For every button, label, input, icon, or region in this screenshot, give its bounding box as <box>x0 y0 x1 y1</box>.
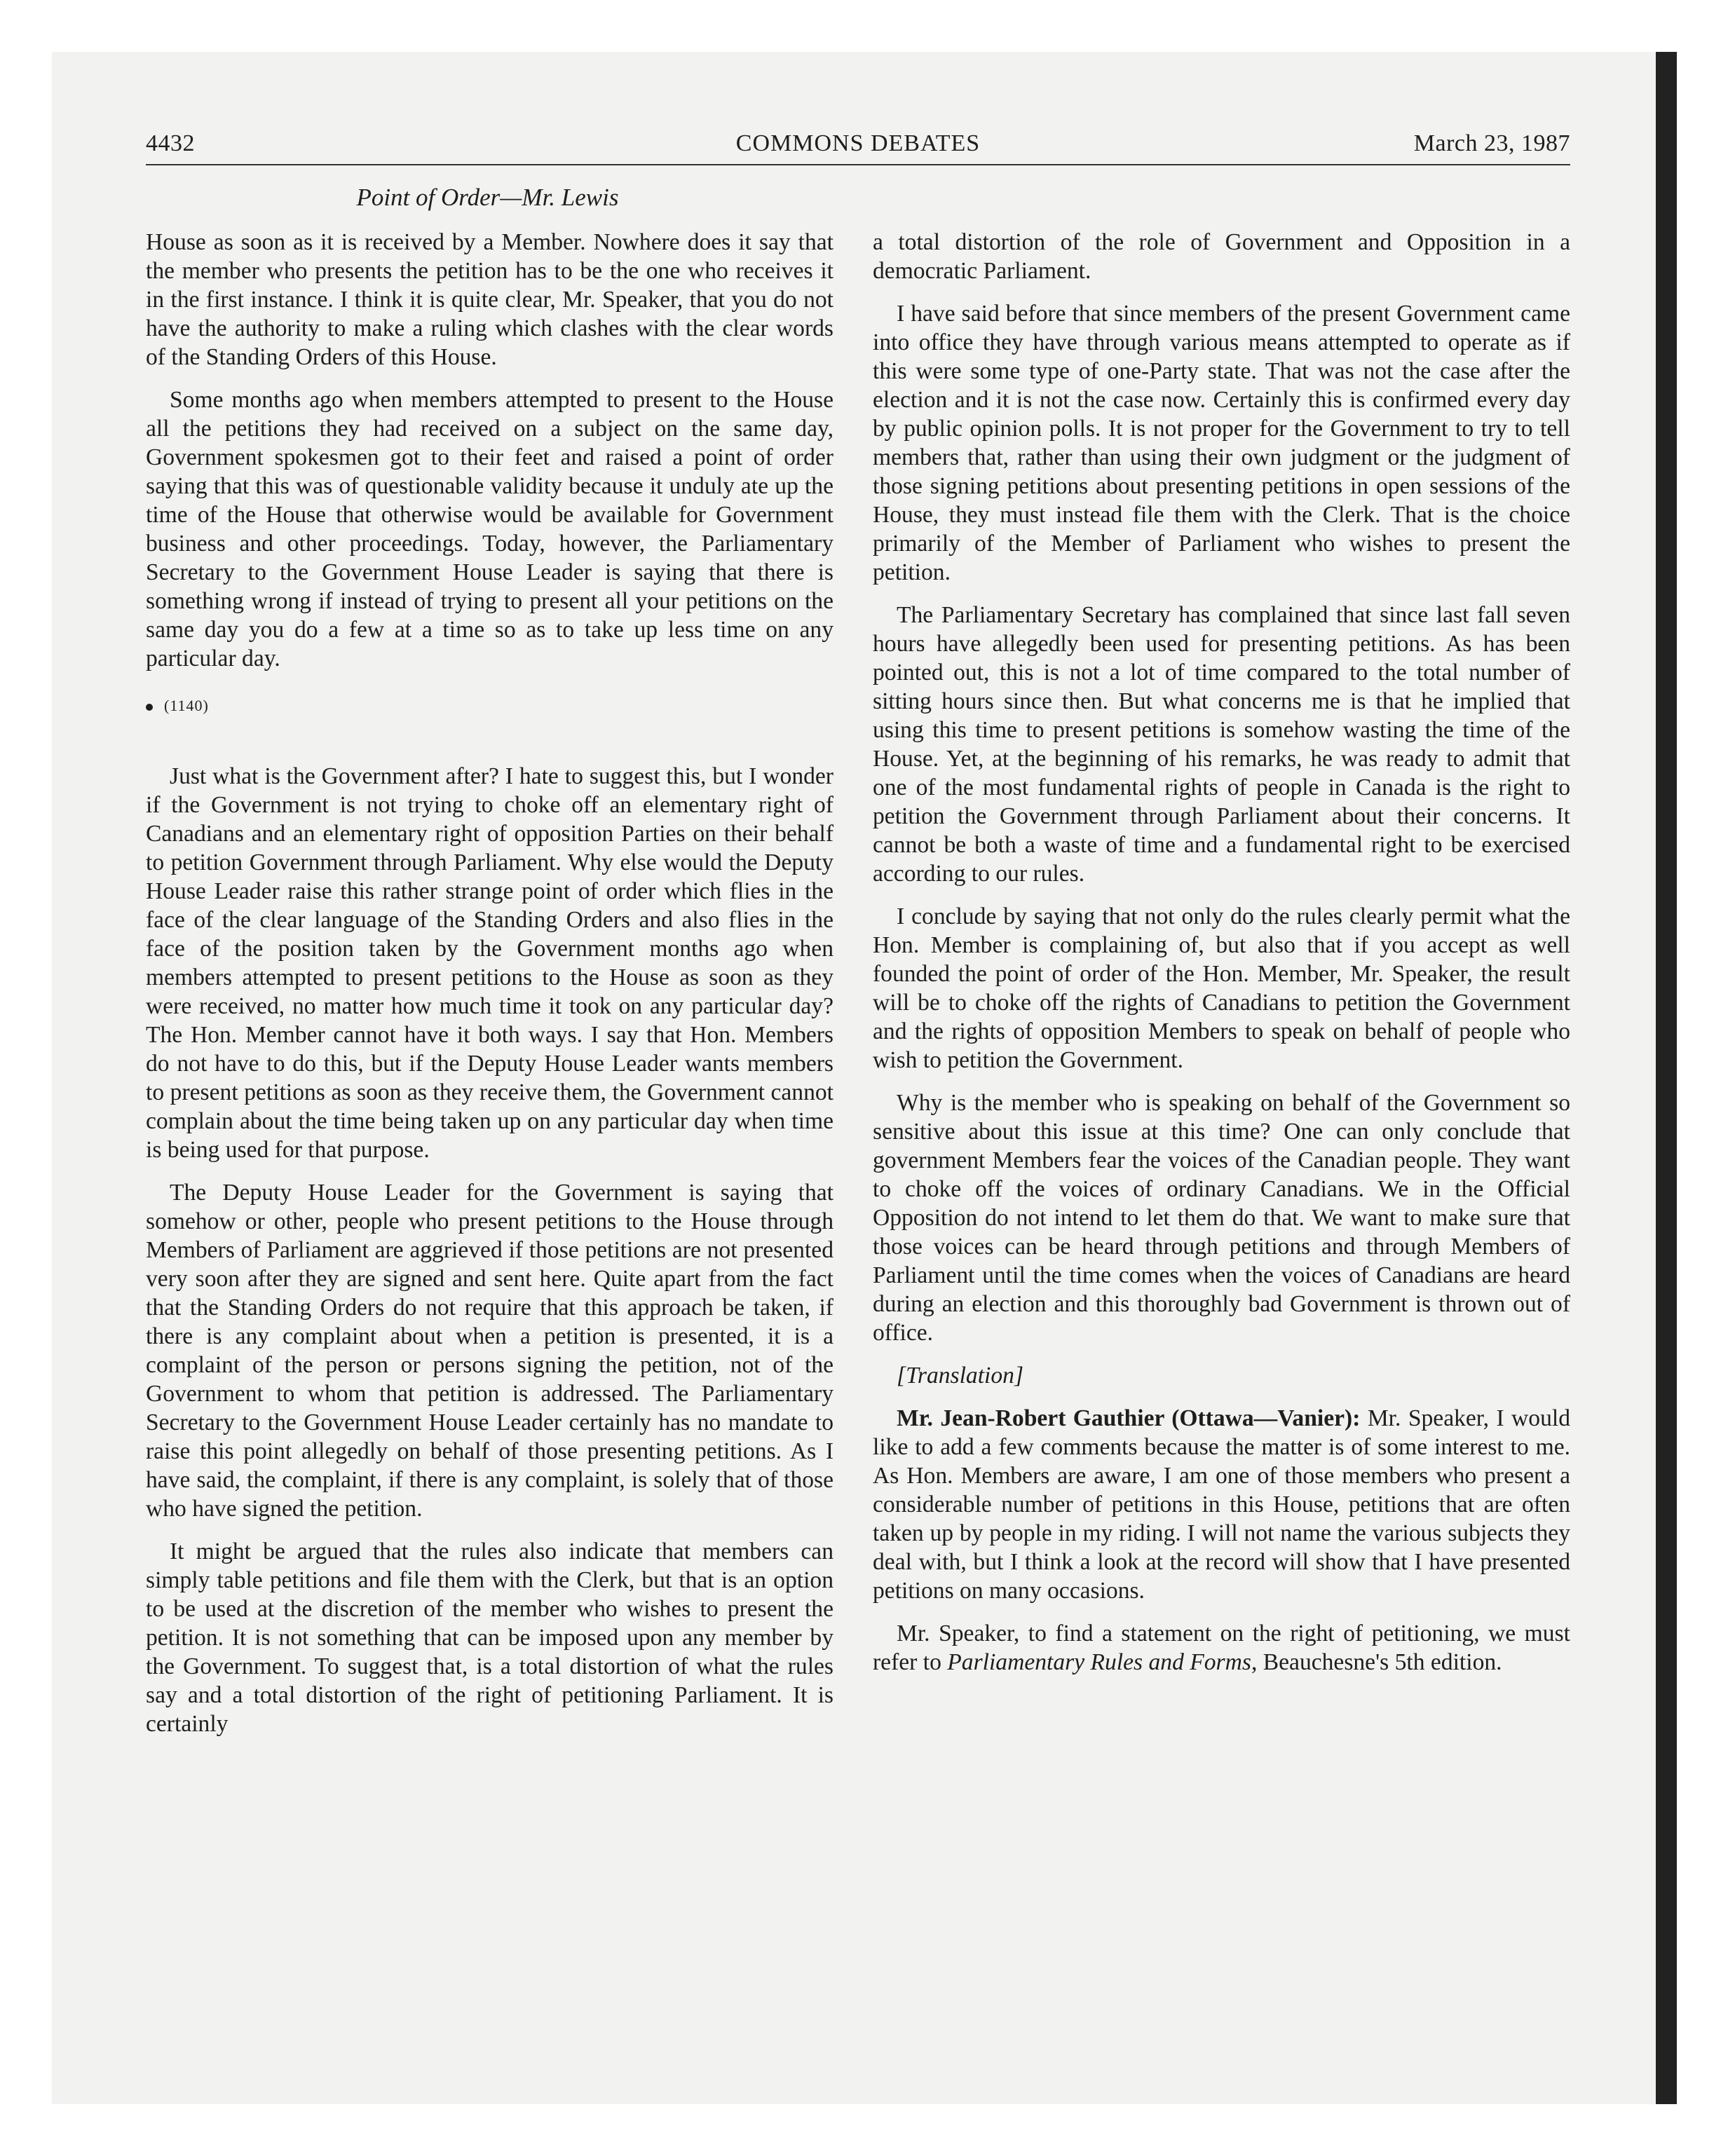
paragraph: Just what is the Government after? I hate to suggest this, but I wonder if the Government is not trying to choke off an elementary right of Canadians and an elementary right of opposition Parties on their behalf to petition Government through Parliament. Why else would the Deputy House Leader raise this rather strange point of order which flies in the face of the clear language of the Standing Orders and also flies in the face of the position taken by the Government months ago when members attempted to present petitions to the House as soon as they were received, no matter how much time it took on any particular day? The Hon. Member cannot have it both ways. I say that Hon. Members do not have to do this, but if the Deputy House Leader wants members to present petitions as soon as they receive them, the Government cannot complain about the time being taken up on any particular day when time is being used for that purpose. <box>146 763 834 1163</box>
page-number: 4432 <box>146 130 195 156</box>
paragraph: It might be argued that the rules also indicate that members can simply table petitions and file them with the Clerk, but that is an option to be used at the discretion of the member who wishes to present the petition. It is not something that can be imposed upon any member by the Government. To suggest that, is a total distortion of what the rules say and a total distortion of the right of petitioning Parliament. It is certainly <box>146 1538 834 1737</box>
paragraph: I conclude by saying that not only do the rules clearly permit what the Hon. Member is complaining of, but also that if you accept as well founded the point of order of the Hon. Member, Mr. Speaker, the result will be to choke off the rights of Canadians to petition the Government and the rights of opposition Members to speak on behalf of people who wish to petition the Government. <box>873 903 1570 1073</box>
paragraph: The Parliamentary Secretary has complained that since last fall seven hours have allegedly been used for presenting petitions. As has been pointed out, this is not a lot of time compared to the total number of sitting hours since then. But what concerns me is that he implied that using this time to present petitions is somehow wasting the time of the House. Yet, at the beginning of his remarks, he was ready to admit that one of the most fundamental rights of people in Canada is the right to petition the Government through Parliament about their concerns. It cannot be both a waste of time and a fundamental right to be exercised according to our rules. <box>873 602 1570 887</box>
publication-title: COMMONS DEBATES <box>735 130 981 156</box>
time-marker-label: (1140) <box>164 697 209 714</box>
left-column <box>146 228 834 1752</box>
speaker-paragraph <box>873 1404 1570 1605</box>
time-marker <box>146 691 834 720</box>
right-column <box>873 228 1570 1691</box>
paragraph: House as soon as it is received by a Member. Nowhere does it say that the member who presents the petition has to be the one who receives it in the first instance. I think it is quite clear, Mr. Speaker, that you do not have the authority to make a ruling which clashes with the clear words of the Standing Orders of this House. <box>146 229 834 370</box>
scan-edge-bar <box>1656 52 1677 2104</box>
speaker-text: Mr. Speaker, I would like to add a few comments because the matter is of some interest to me. As Hon. Members are aware, I am one of those members who present a considerable number of petitions in this House, petitions that are often taken up by people in my riding. I will not name the various subjects they deal with, but I think a look at the record will show that I have presented petitions on many occasions. <box>873 1405 1570 1604</box>
paragraph: The Deputy House Leader for the Government is saying that somehow or other, people who present petitions to the House through Members of Parliament are aggrieved if those petitions are not presented very soon after they are signed and sent here. Quite apart from the fact that the Standing Orders do not require that this approach be taken, if there is any complaint about when a petition is presented, it is a complaint of the person or persons signing the petition, not of the Government to whom that petition is addressed. The Parliamentary Secretary to the Government House Leader certainly has no mandate to raise this point allegedly on behalf of those presenting petitions. As I have said, the complaint, if there is any complaint, is solely that of those who have signed the petition. <box>146 1180 834 1522</box>
paragraph: Why is the member who is speaking on behalf of the Government so sensitive about this issue at this time? One can only conclude that government Members fear the voices of the Canadian people. They want to choke off the voices of ordinary Canadians. We in the Official Opposition do not intend to let them do that. We want to make sure that those voices can be heard through petitions and through Members of Parliament until the time comes when the voices of Canadians are heard during an election and this thoroughly bad Government is thrown out of office. <box>873 1090 1570 1346</box>
translation-label: [Translation] <box>897 1363 1024 1389</box>
section-heading: Point of Order—Mr. Lewis <box>356 184 619 211</box>
page-header <box>146 130 1570 165</box>
page-date: March 23, 1987 <box>1413 130 1570 156</box>
paragraph <box>873 1619 1570 1677</box>
paragraph: Some months ago when members attempted to present to the House all the petitions they had received on a subject on the same day, Government spokesmen got to their feet and raised a point of order saying that this was of questionable validity because it unduly ate up the time of the House that otherwise would be available for Government business and other proceedings. Today, however, the Parliamentary Secretary to the Government House Leader is saying that there is something wrong if instead of trying to present all your petitions on the same day you do a few at a time so as to take up less time on any particular day. <box>146 387 834 671</box>
text-run: Mr. Speaker, to find a statement on the right of petitioning, we must refer to <box>873 1621 1570 1675</box>
speaker-name: Mr. Jean-Robert Gauthier (Ottawa—Vanier): <box>897 1405 1361 1431</box>
text-run: , Beauchesne's 5th edition. <box>1251 1649 1502 1675</box>
bullet-icon <box>146 704 153 711</box>
paragraph: I have said before that since members of the present Government came into office they have through various means attempted to operate as if this were some type of one-Party state. That was not the case after the election and it is not the case now. Certainly this is confirmed every day by public opinion polls. It is not proper for the Government to try to tell members that, rather than using their own judgment or the judgment of those signing petitions about presenting petitions in open sessions of the House, they must instead file them with the Clerk. That is the choice primarily of the Member of Parliament who wishes to present the petition. <box>873 301 1570 585</box>
paragraph: a total distortion of the role of Government and Opposition in a democratic Parliament. <box>873 229 1570 284</box>
book-title: Parliamentary Rules and Forms <box>947 1649 1251 1675</box>
